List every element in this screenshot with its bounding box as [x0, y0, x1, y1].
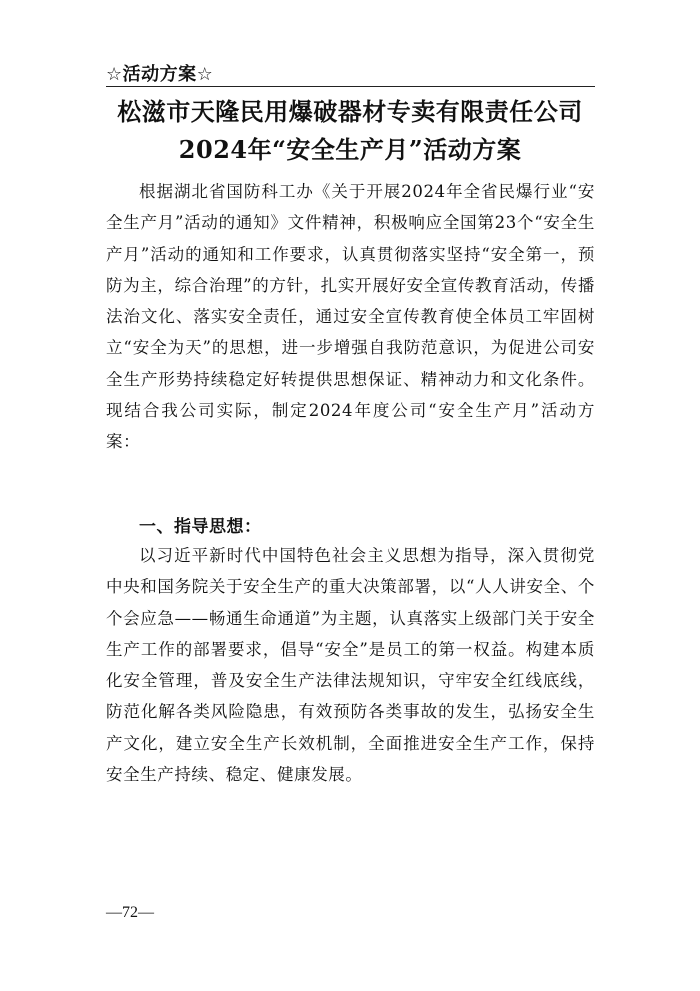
- section-heading-guiding-ideology: 一、指导思想：: [139, 517, 262, 537]
- paragraph-intro: 根据湖北省国防科工办《关于开展2024年全省民爆行业“安全生产月”活动的通知》文件精神，积极响应全国第23个“安全生产月”活动的通知和工作要求，认真贯彻落实坚持“安全第一，预防为主，综合治理”的方针，扎实开展好安全宣传教育活动，传播法治文化、落实安全责任，通过安全宣传教育使全体员工牢固树立“安全为天”的思想，进一步增强自我防范意识，为促进公司安全生产形势持续稳定好转提供思想保证、精神动力和文化条件。现结合我公司实际，制定2024年度公司“安全生产月”活动方案：: [106, 182, 595, 452]
- header-tag: ☆活动方案☆: [106, 64, 214, 85]
- paragraph-guiding-ideology: 以习近平新时代中国特色社会主义思想为指导，深入贯彻党中央和国务院关于安全生产的重大决策部署，以“人人讲安全、个个会应急——畅通生命通道”为主题，认真落实上级部门关于安全生产工作的部署要求，倡导“安全”是员工的第一权益。构建本质化安全管理，普及安全生产法律法规知识，守牢安全红线底线，防范化解各类风险隐患，有效预防各类事故的发生，弘扬安全生产文化，建立安全生产长效机制，全面推进安全生产工作，保持安全生产持续、稳定、健康发展。: [106, 546, 595, 785]
- document-title-line1: 松滋市天隆民用爆破器材专卖有限责任公司: [117, 97, 583, 126]
- document-title-line2: 2024年“安全生产月”活动方案: [178, 135, 522, 164]
- page-number: —72—: [106, 904, 154, 921]
- header-rule: [106, 86, 595, 87]
